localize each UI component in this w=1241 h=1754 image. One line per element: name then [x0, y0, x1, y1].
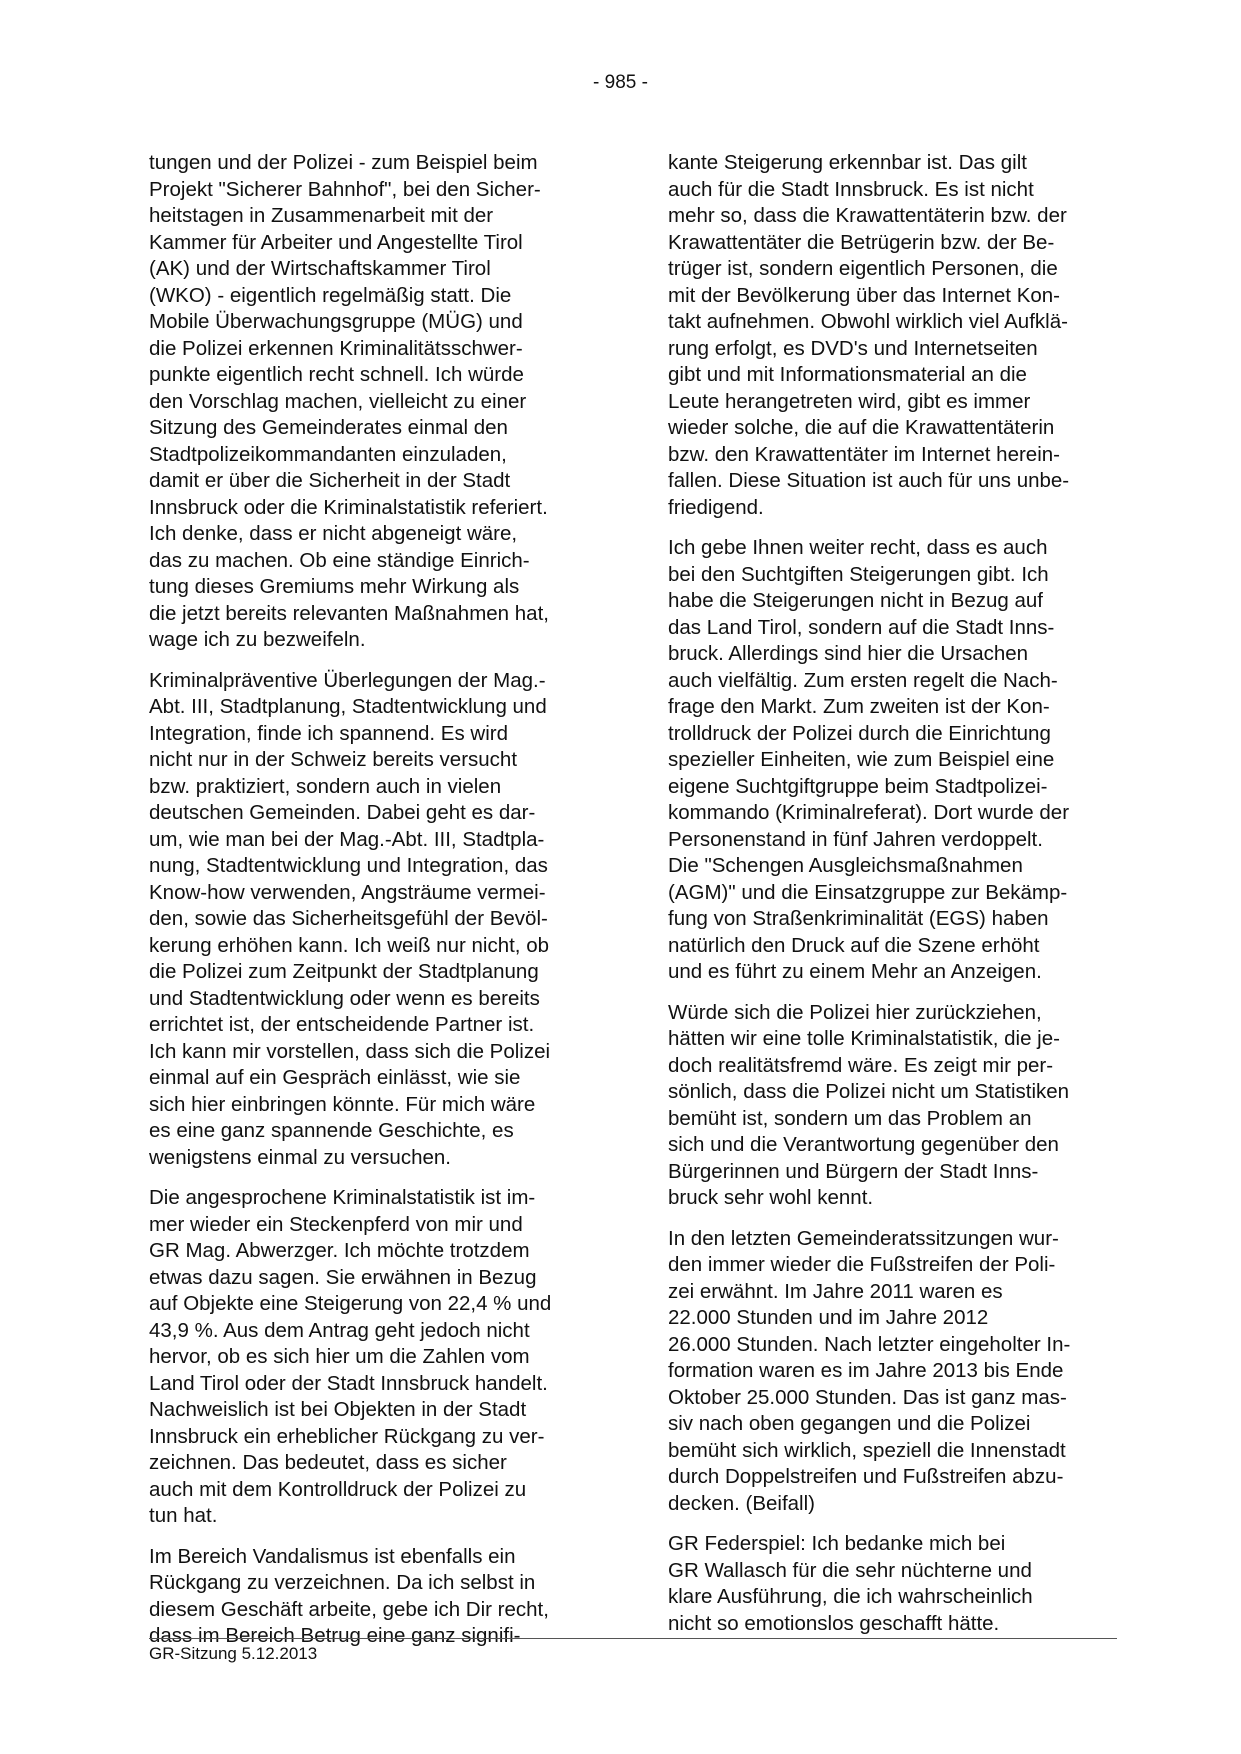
text-line: 22.000 Stunden und im Jahre 2012 [668, 1306, 989, 1329]
text-line: wenigstens einmal zu versuchen. [149, 1145, 451, 1169]
text-line: (AK) und der Wirtschaftskammer Tirol [149, 257, 491, 280]
text-line: etwas dazu sagen. Sie erwähnen in Bezug [149, 1265, 537, 1289]
text-line: Oktober 25.000 Stunden. Das ist ganz mas- [668, 1385, 1067, 1409]
text-line: es eine ganz spannende Geschichte, es [149, 1119, 514, 1142]
text-line: tung dieses Gremiums mehr Wirkung als [149, 575, 520, 598]
text-line: wage ich zu bezweifeln. [149, 628, 366, 651]
text-line: einmal auf ein Gespräch einlässt, wie sie [149, 1066, 521, 1089]
text-line: (AGM)" und die Einsatzgruppe zur Bekämp- [668, 880, 1068, 904]
text-line: damit er über die Sicherheit in der Stadt [149, 469, 511, 492]
text-line: die Polizei erkennen Kriminalitätsschwer- [149, 336, 523, 360]
text-line: spezieller Einheiten, wie zum Beispiel eine [668, 748, 1055, 771]
text-line: nung, Stadtentwicklung und Integration, das [149, 854, 548, 877]
text-line: fung von Straßenkriminalität (EGS) haben [668, 907, 1049, 930]
text-line: Die angesprochene Kriminalstatistik ist im- [149, 1186, 536, 1209]
page-number: - 985 - [593, 72, 648, 93]
text-line: deutschen Gemeinden. Dabei geht es dar- [149, 801, 536, 824]
text-line: Sitzung des Gemeinderates einmal den [149, 416, 508, 439]
text-line: 26.000 Stunden. Nach letzter eingeholter In- [668, 1332, 1071, 1356]
text-line: Mobile Überwachungsgruppe (MÜG) und [149, 310, 523, 333]
text-line: GR Federspiel: Ich bedanke mich bei [668, 1532, 1006, 1555]
text-line: punkte eigentlich recht schnell. Ich würde [149, 363, 524, 386]
text-line: den Vorschlag machen, vielleicht zu einer [149, 389, 527, 413]
text-line: nicht nur in der Schweiz bereits versucht [149, 748, 518, 771]
text-line: und es führt zu einem Mehr an Anzeigen. [668, 960, 1042, 983]
text-line: nicht so emotionslos geschafft hätte. [668, 1611, 1000, 1635]
text-line: Innsbruck oder die Kriminalstatistik referiert. [149, 495, 548, 519]
text-line: Kriminalpräventive Überlegungen der Mag.- [149, 668, 546, 692]
text-line: auch vielfältig. Zum ersten regelt die Nach- [668, 668, 1058, 692]
text-line: frage den Markt. Zum zweiten ist der Kon- [668, 695, 1050, 718]
text-line: Personenstand in fünf Jahren verdoppelt. [668, 827, 1043, 851]
text-line: 43,9 %. Aus dem Antrag geht jedoch nicht [149, 1318, 530, 1342]
text-line: dass im Bereich Betrug eine ganz signifi- [149, 1624, 521, 1647]
text-line: formation waren es im Jahre 2013 bis Ende [668, 1359, 1064, 1382]
text-line: Abt. III, Stadtplanung, Stadtentwicklung und [149, 695, 547, 718]
text-line: Integration, finde ich spannend. Es wird [149, 721, 508, 745]
text-line: auf Objekte eine Steigerung von 22,4 % und [149, 1292, 552, 1315]
text-line: hätten wir eine tolle Kriminalstatistik, die je- [668, 1027, 1060, 1050]
text-line: decken. (Beifall) [668, 1491, 815, 1515]
text-line: auch für die Stadt Innsbruck. Es ist nicht [668, 177, 1034, 201]
text-line: kommando (Kriminalreferat). Dort wurde der [668, 801, 1070, 824]
text-line: tun hat. [149, 1504, 218, 1527]
text-line: zeichnen. Das bedeutet, dass es sicher [149, 1451, 507, 1474]
text-line: bzw. praktiziert, sondern auch in vielen [149, 774, 502, 798]
text-line: heitstagen in Zusammenarbeit mit der [149, 204, 494, 227]
text-line: Kammer für Arbeiter und Angestellte Tirol [149, 230, 523, 254]
text-line: gibt und mit Informationsmaterial an die [668, 363, 1027, 386]
text-line: friedigend. [668, 495, 764, 519]
text-line: Krawattentäter die Betrügerin bzw. der Be- [668, 230, 1055, 254]
text-line: Know-how verwenden, Angsträume vermei- [149, 880, 546, 904]
text-line: Die "Schengen Ausgleichsmaßnahmen [668, 854, 1023, 877]
text-line: bruck sehr wohl kennt. [668, 1186, 874, 1209]
text-line: mehr so, dass die Krawattentäterin bzw. der [668, 204, 1067, 227]
text-line: das zu machen. Ob eine ständige Einrich- [149, 548, 530, 572]
paragraph [668, 1000, 1118, 1212]
paragraph [668, 1531, 1118, 1637]
text-line: Rückgang zu verzeichnen. Da ich selbst in [149, 1571, 536, 1594]
text-line: bemüht ist, sondern um das Problem an [668, 1106, 1032, 1130]
text-line: doch realitätsfremd wäre. Es zeigt mir per- [668, 1053, 1054, 1077]
text-line: und Stadtentwicklung oder wenn es bereits [149, 986, 540, 1010]
text-line: fallen. Diese Situation ist auch für uns unbe- [668, 469, 1070, 492]
text-line: siv nach oben gegangen und die Polizei [668, 1412, 1031, 1435]
text-line: klare Ausführung, die ich wahrscheinlich [668, 1585, 1033, 1608]
text-line: Bürgerinnen und Bürgern der Stadt Inns- [668, 1159, 1039, 1183]
text-line: sich hier einbringen könnte. Für mich wäre [149, 1092, 536, 1116]
paragraph [149, 668, 599, 1172]
text-line: die jetzt bereits relevanten Maßnahmen hat, [149, 601, 549, 625]
text-line: Stadtpolizeikommandanten einzuladen, [149, 442, 507, 466]
text-line: den immer wieder die Fußstreifen der Poli- [668, 1253, 1056, 1276]
paragraph [668, 1226, 1118, 1518]
text-line: rung erfolgt, es DVD's und Internetseiten [668, 336, 1038, 360]
text-line: bzw. den Krawattentäter im Internet herein- [668, 442, 1060, 466]
text-line: sönlich, dass die Polizei nicht um Statistiken [668, 1080, 1070, 1103]
left-column [149, 150, 599, 1664]
paragraph [668, 150, 1118, 521]
text-line: durch Doppelstreifen und Fußstreifen abzu- [668, 1465, 1064, 1488]
text-line: zei erwähnt. Im Jahre 2011 waren es [668, 1279, 1003, 1303]
footer-divider [149, 1638, 1117, 1639]
text-line: Im Bereich Vandalismus ist ebenfalls ein [149, 1544, 516, 1568]
text-line: Projekt "Sicherer Bahnhof", bei den Sicher- [149, 177, 541, 201]
text-line: eigene Suchtgiftgruppe beim Stadtpolizei- [668, 774, 1048, 798]
text-line: kerung erhöhen kann. Ich weiß nur nicht, ob [149, 933, 549, 957]
text-line: GR Wallasch für die sehr nüchterne und [668, 1558, 1032, 1582]
text-line: errichtet ist, der entscheidende Partner ist. [149, 1013, 535, 1036]
text-line: Innsbruck ein erheblicher Rückgang zu ver- [149, 1424, 545, 1448]
text-line: wieder solche, die auf die Krawattentäterin [668, 416, 1055, 439]
text-line: tungen und der Polizei - zum Beispiel beim [149, 151, 538, 174]
text-line: (WKO) - eigentlich regelmäßig statt. Die [149, 283, 512, 307]
text-line: kante Steigerung erkennbar ist. Das gilt [668, 151, 1027, 174]
text-line: das Land Tirol, sondern auf die Stadt Inns- [668, 615, 1055, 639]
right-column [668, 150, 1118, 1651]
text-line: Leute herangetreten wird, gibt es immer [668, 389, 1031, 413]
text-line: diesem Geschäft arbeite, gebe ich Dir recht, [149, 1597, 549, 1621]
text-line: GR Mag. Abwerzger. Ich möchte trotzdem [149, 1239, 530, 1262]
text-line: hervor, ob es sich hier um die Zahlen vom [149, 1345, 530, 1368]
text-line: bei den Suchtgiften Steigerungen gibt. Ich [668, 562, 1049, 586]
text-line: auch mit dem Kontrolldruck der Polizei zu [149, 1477, 527, 1501]
text-line: habe die Steigerungen nicht in Bezug auf [668, 589, 1043, 612]
text-line: mit der Bevölkerung über das Internet Kon- [668, 283, 1060, 307]
text-line: Ich denke, dass er nicht abgeneigt wäre, [149, 522, 518, 545]
text-line: die Polizei zum Zeitpunkt der Stadtplanung [149, 960, 539, 983]
text-line: bemüht sich wirklich, speziell die Innenstadt [668, 1438, 1066, 1462]
text-line: um, wie man bei der Mag.-Abt. III, Stadtpla- [149, 827, 545, 851]
paragraph [149, 150, 599, 654]
text-line: In den letzten Gemeinderatssitzungen wur- [668, 1226, 1059, 1250]
text-line: takt aufnehmen. Obwohl wirklich viel Aufklä- [668, 310, 1068, 333]
paragraph [668, 535, 1118, 986]
footer-session-date: GR-Sitzung 5.12.2013 [149, 1644, 318, 1663]
paragraph [149, 1185, 599, 1530]
text-line: natürlich den Druck auf die Szene erhöht [668, 933, 1040, 957]
text-line: Land Tirol oder der Stadt Innsbruck handelt. [149, 1371, 548, 1395]
text-line: trüger ist, sondern eigentlich Personen, die [668, 257, 1058, 280]
text-line: Nachweislich ist bei Objekten in der Stadt [149, 1398, 527, 1421]
text-line: bruck. Allerdings sind hier die Ursachen [668, 642, 1029, 665]
text-line: Würde sich die Polizei hier zurückziehen, [668, 1000, 1042, 1024]
text-line: mer wieder ein Steckenpferd von mir und [149, 1212, 523, 1236]
text-line: trolldruck der Polizei durch die Einrichtung [668, 721, 1051, 745]
text-line: den, sowie das Sicherheitsgefühl der Bevöl- [149, 907, 548, 930]
text-line: Ich kann mir vorstellen, dass sich die Polizei [149, 1039, 551, 1063]
text-line: Ich gebe Ihnen weiter recht, dass es auch [668, 536, 1048, 559]
text-line: sich und die Verantwortung gegenüber den [668, 1133, 1059, 1156]
paragraph [149, 1544, 599, 1650]
